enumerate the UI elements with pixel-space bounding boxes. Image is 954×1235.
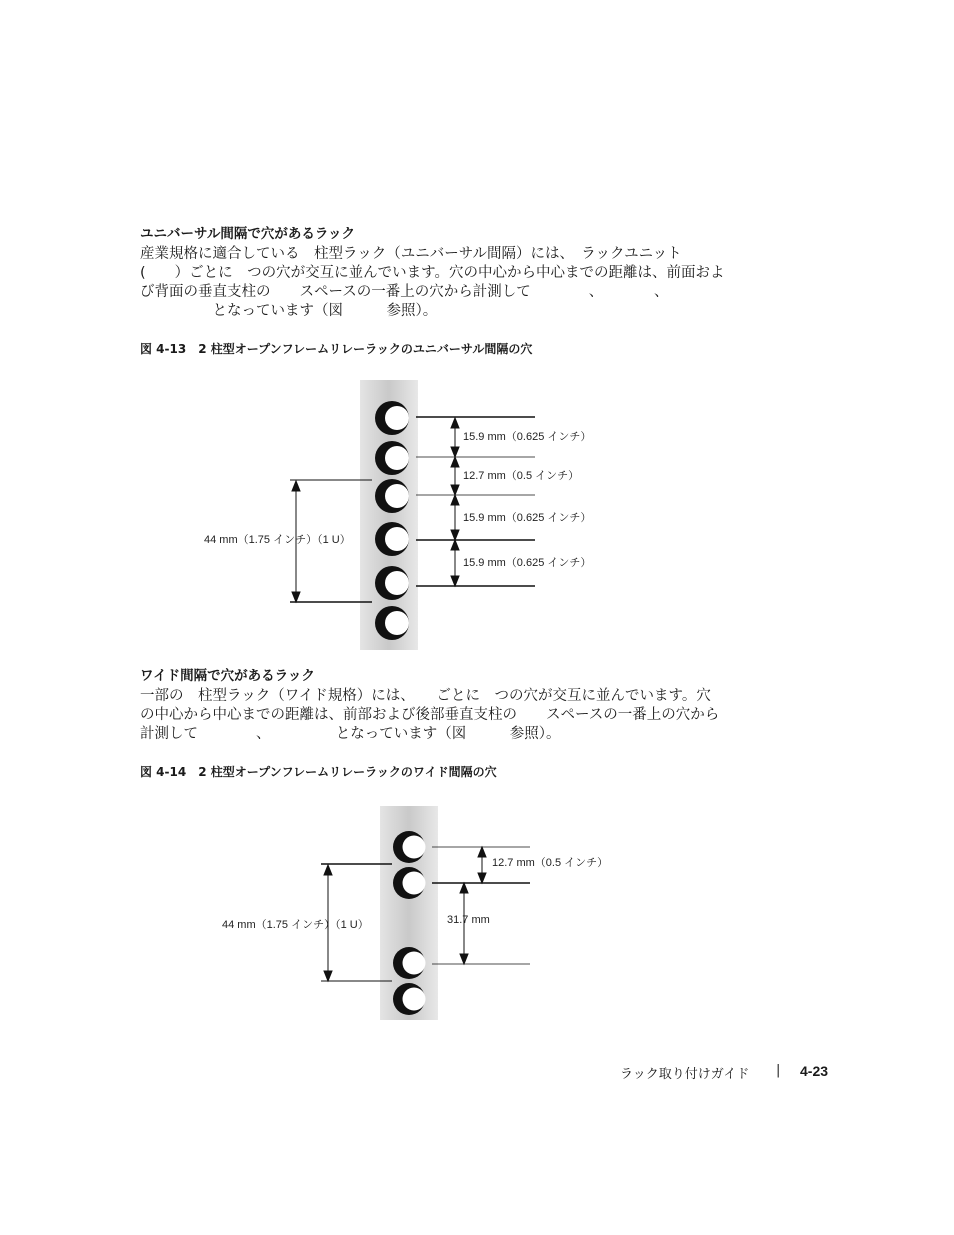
body-line: ( ）ごとに つの穴が交互に並んでいます。穴の中心から中心までの距離は、前面およ [140,265,725,281]
figure-universal-spacing [180,380,620,652]
body-line: 計測して 、 となっています（図 参照）。 [140,726,561,742]
figure-caption-4-14: 図 4-14 2 柱型オープンフレームリレーラックのワイド間隔の穴 [140,765,497,779]
page-number: 4-23 [800,1063,829,1079]
body-line: となっています（図 参照）。 [140,303,438,319]
body-line: び背面の垂直支柱の スペースの一番上の穴から計測して 、 、 [140,284,669,300]
hole [375,401,409,435]
hole [375,441,409,475]
hole [375,566,409,600]
section-heading-universal: ユニバーサル間隔で穴があるラック [140,226,356,242]
body-line: 産業規格に適合している 柱型ラック（ユニバーサル間隔）には、 ラックユニット [140,246,682,262]
right-dimension-label: 15.9 mm（0.625 インチ） [463,512,592,524]
left-dimension-label: 44 mm（1.75 インチ）（1 U） [222,919,369,931]
figure-caption-4-13: 図 4-13 2 柱型オープンフレームリレーラックのユニバーサル間隔の穴 [140,342,533,356]
section-body-wide [140,687,719,744]
figure-wide-spacing [200,806,640,1022]
section-heading-wide: ワイド間隔で穴があるラック [140,668,315,684]
footer-separator: | [776,1063,781,1078]
right-dimension-label: 12.7 mm（0.5 インチ） [492,857,609,869]
right-dimension-label: 31.7 mm [447,914,490,926]
right-dimension-label: 15.9 mm（0.625 インチ） [463,557,592,569]
right-dimension-arrows [460,847,486,964]
right-dimension-label: 12.7 mm（0.5 インチ） [463,470,580,482]
body-line: の中心から中心までの距離は、前部および後部垂直支柱の スペースの一番上の穴から [140,707,720,723]
hole [375,522,409,556]
hole [375,606,409,640]
section-body-universal [140,245,725,321]
body-line: 一部の 柱型ラック（ワイド規格）には、 ごとに つの穴が交互に並んでいます。穴 [140,688,711,704]
left-dimension-label: 44 mm（1.75 インチ）（1 U） [204,534,351,546]
right-dimension-arrows [451,418,459,586]
hole [375,479,409,513]
footer-title: ラック取り付けガイド [620,1067,750,1082]
right-dimension-label: 15.9 mm（0.625 インチ） [463,431,592,443]
